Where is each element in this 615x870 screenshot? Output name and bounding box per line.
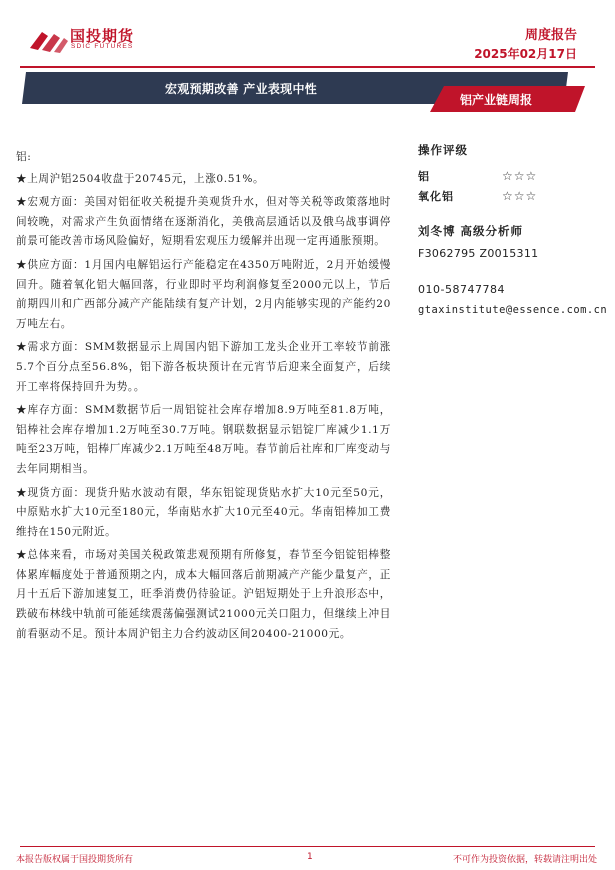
rating-stars: ☆☆☆ xyxy=(502,189,538,203)
body-intro: 铝: xyxy=(16,151,32,163)
rating-label: 铝 xyxy=(418,170,430,183)
body-paragraph: ★上周沪铝2504收盘于20745元，上涨0.51%。 xyxy=(16,172,265,185)
body-paragraph: ★总体来看，市场对美国关税政策悲观预期有所修复，春节至今铝锭铝棒整体累库幅度处于普通预期之内，成本大幅回落后前期减产产能少量复产，正月十五后下游加速复工，旺季消费仍待验证。沪铝短期处于上升浪形态中，跌破布林线中轨前可能延续震荡偏强测试21000元关口阻力，但继续上冲目前看驱动不足。预计本周沪铝主力合约波动区间20400-21000元。 xyxy=(16,549,391,640)
logo-text: 国投期货 xyxy=(70,27,135,45)
body-paragraph: ★现货方面：现货升贴水波动有限，华东铝锭现货贴水扩大10元至50元，中原贴水扩大10元至180元，华南贴水扩大10元至40元。华南铝棒加工费维持在150元附近。 xyxy=(16,486,391,538)
analyst-name: 刘冬博 高级分析师 xyxy=(418,224,524,238)
analyst-phone: 010-58747784 xyxy=(418,283,505,296)
footer-divider xyxy=(20,846,595,847)
body-paragraph: ★宏观方面：美国对铝征收关税提升美观货升水，但对等关税等政策落地时间较晚，对需求产生负面情绪在逐渐消化，美俄高层通话以及俄乌战事调停前景可能改善市场风险偏好，短期看宏观压力缓解并出现一定再通胀预期。 xyxy=(16,196,391,248)
report-body xyxy=(16,148,391,648)
logo-subtitle: SDIC FUTURES xyxy=(71,43,134,50)
footer-disclaimer: 不可作为投资依据，转载请注明出处 xyxy=(452,855,597,865)
page-number: 1 xyxy=(307,852,313,862)
report-date: 2025年02月17日 xyxy=(474,47,577,61)
rating-row xyxy=(418,186,608,206)
page-title: 宏观预期改善 产业表现中性 xyxy=(165,82,318,96)
report-subtitle: 铝产业链周报 xyxy=(460,93,533,107)
body-paragraph: ★库存方面：SMM数据节后一周铝锭社会库存增加8.9万吨至81.8万吨，铝棒社会库存增加1.2万吨至30.7万吨。钢联数据显示铝锭厂库减少1.1万吨至23万吨，铝棒厂库减少2.1万吨至48万吨。春节前后社库和厂库变动与去年同期相当。 xyxy=(16,404,391,475)
header-divider xyxy=(20,66,595,68)
analyst-certificate: F3062795 Z0015311 xyxy=(418,247,539,260)
rating-title: 操作评级 xyxy=(418,143,468,157)
body-paragraph: ★需求方面：SMM数据显示上周国内铝下游加工龙头企业开工率较节前涨5.7个百分点至56.8%，铝下游各板块预计在元宵节后迎来全面复产，后续开工率将保持回升为势。。 xyxy=(16,341,391,393)
sidebar xyxy=(418,142,608,316)
footer-copyright: 本报告版权属于国投期货所有 xyxy=(16,855,134,865)
report-type: 周度报告 xyxy=(524,28,577,43)
body-paragraph: ★供应方面：1月国内电解铝运行产能稳定在4350万吨附近，2月开始缓慢回升。随着氧化铝大幅回落，行业即时平均利润修复至2000元以上，节后前期四川和广西部分减产产能陆续有复产计划，2月内能够实现的产能约20万吨左右。 xyxy=(16,258,391,330)
analyst-email[interactable]: gtaxinstitute@essence.com.cn xyxy=(418,304,608,316)
rating-label: 氧化铝 xyxy=(418,190,454,203)
rating-stars: ☆☆☆ xyxy=(502,169,538,183)
rating-row xyxy=(418,166,608,186)
